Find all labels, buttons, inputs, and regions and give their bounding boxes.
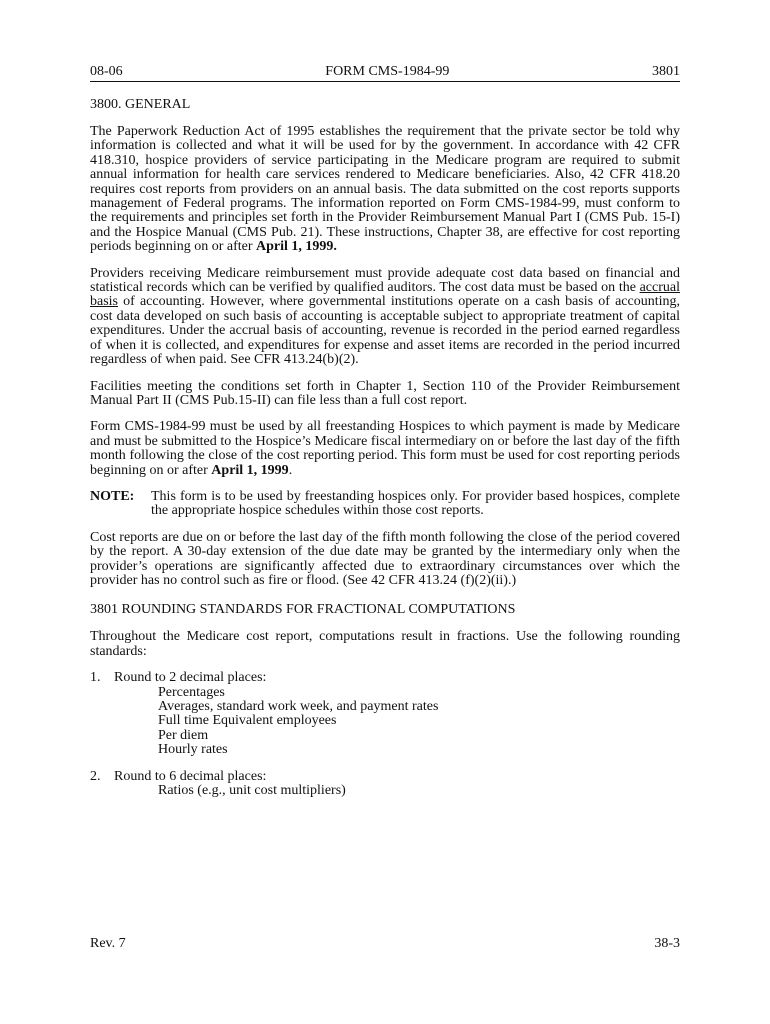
footer-revision: Rev. 7	[90, 936, 126, 951]
paragraph-paperwork-reduction	[90, 125, 680, 255]
list-subitem: Hourly rates	[158, 742, 228, 758]
paragraph-text: Providers receiving Medicare reimbursement must provide adequate cost data based on financial and statistical records which can be verified by qualified auditors. The cost data must be based on the	[90, 265, 680, 296]
header-form-title: FORM CMS-1984-99	[325, 64, 450, 79]
section-3800-title: 3800. GENERAL	[90, 97, 191, 112]
footer-page-number: 38-3	[654, 936, 680, 951]
running-header	[90, 64, 680, 82]
paragraph-form-usage	[90, 420, 680, 478]
header-date: 08-06	[90, 64, 123, 79]
effective-date-bold: April 1, 1999.	[256, 239, 337, 255]
sub-item-list	[158, 686, 680, 758]
paragraph-cost-data	[90, 267, 680, 368]
list-number: 1.	[90, 670, 101, 686]
list-subitem: Per diem	[158, 727, 209, 743]
paragraph-facilities: Facilities meeting the conditions set forth in Chapter 1, Section 110 of the Provider Reimbursement Manual Part II (CMS Pub.15-II) can file less than a full cost report.	[90, 378, 680, 408]
list-subitem: Percentages	[158, 684, 225, 700]
page-footer	[90, 936, 680, 952]
list-number: 2.	[90, 768, 101, 784]
paragraph-due-dates: Cost reports are due on or before the last day of the fifth month following the close of the period covered by the report. A 30-day extension of the due date may be granted by the intermediary only when the provider’s operations are significantly affected due to extraordinary circumstances over which the provider has no control such as fire or flood. (See 42 CFR 413.24 (f)(2)(ii).)	[90, 529, 680, 588]
paragraph-text: The Paperwork Reduction Act of 1995 establishes the requirement that the private sector be told why information is collected and what it will be used for by the government. In accordance with 42 CFR 418.310, hospice providers of service participating in the Medicare program are required to submit annual information for health care services rendered to Medicare beneficiaries. Also, 42 CFR 418.20 requires cost reports from providers on an annual basis. The data submitted on the cost reports supports management of Federal programs. The information reported on Form CMS-1984-99, must conform to the requirements and principles set forth in the Provider Reimbursement Manual Part I (CMS Pub. 15-I) and the Hospice Manual (CMS Pub. 21). These instructions, Chapter 38, are effective for cost reporting periods beginning on or after	[90, 124, 680, 255]
note-block	[90, 490, 680, 519]
note-text: This form is to be used by freestanding hospices only. For provider based hospices, complete the appropriate hospice schedules within those cost reports.	[151, 488, 680, 519]
note-label: NOTE:	[90, 488, 135, 504]
paragraph-text: Form CMS-1984-99 must be used by all freestanding Hospices to which payment is made by Medicare and must be submitted to the Hospice’s Medicare fiscal intermediary on or before the last day of the fifth month following the close of the cost reporting period. This form must be used for cost reporting periods beginning on or after	[90, 419, 680, 478]
effective-date-bold: April 1, 1999	[211, 462, 289, 478]
sub-item-list	[158, 784, 680, 798]
list-subitem: Averages, standard work week, and payment rates	[158, 699, 439, 714]
list-title: Round to 2 decimal places:	[114, 670, 267, 686]
accrual-basis-underlined: accrual basis	[90, 280, 680, 310]
list-subitem: Ratios (e.g., unit cost multipliers)	[158, 783, 346, 799]
rounding-list-item-1	[90, 671, 680, 757]
paragraph-text: .	[288, 462, 293, 478]
rounding-list-item-2	[90, 770, 680, 799]
paragraph-rounding-intro: Throughout the Medicare cost report, computations result in fractions. Use the following rounding standards:	[90, 629, 680, 659]
list-title: Round to 6 decimal places:	[114, 768, 267, 784]
header-section-number: 3801	[651, 64, 680, 79]
section-3801-title: 3801 ROUNDING STANDARDS FOR FRACTIONAL COMPUTATIONS	[90, 602, 516, 618]
list-subitem: Full time Equivalent employees	[158, 713, 337, 729]
document-page	[90, 64, 680, 798]
paragraph-text: of accounting. However, where governmental institutions operate on a cash basis of accounting, cost data developed on such basis of accounting is acceptable subject to appropriate treatment of capital expenditures. Under the accrual basis of accounting, revenue is recorded in the period earned regardless of when it is collected, and expenditures for expense and asset items are recorded in the period incurred regardless of when paid. See CFR 413.24(b)(2).	[90, 294, 680, 368]
